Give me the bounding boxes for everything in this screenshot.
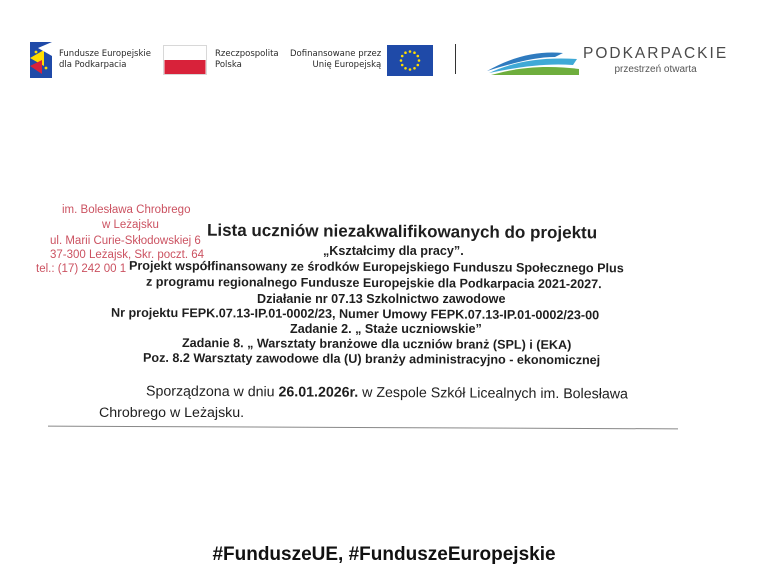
stamp-line-2: w Leżajsku bbox=[102, 219, 159, 231]
ue-logo-line2: Unię Europejską bbox=[312, 60, 382, 70]
stamp-line-4: 37-300 Leżajsk, Skr. poczt. 64 bbox=[50, 249, 205, 261]
stamp-line-5: tel.: (17) 242 00 1 bbox=[36, 263, 127, 275]
program-line: z programu regionalnego Fundusze Europejskie dla Podkarpacia 2021-2027. bbox=[145, 274, 602, 292]
prepared-suffix: w Zespole Szkół Licealnych im. Bolesława bbox=[362, 384, 628, 403]
fe-logo-line1: Fundusze Europejskie bbox=[59, 49, 151, 59]
rp-logo-line1: Rzeczpospolita bbox=[215, 49, 279, 59]
project-number-line: Nr projektu FEPK.07.13-IP.01-0002/23, Numer Umowy FEPK.07.13-IP.01-0002/23-00 bbox=[110, 305, 600, 323]
fe-logo-line2: dla Podkarpacia bbox=[59, 60, 127, 70]
prepared-date: 26.01.2026r. bbox=[278, 384, 359, 401]
prepared-line-2: Chrobrego w Leżajsku. bbox=[99, 405, 245, 421]
stamp-line-1: im. Bolesława Chrobrego bbox=[62, 204, 191, 216]
prepared-line bbox=[146, 384, 628, 403]
prepared-prefix: Sporządzona w dniu bbox=[145, 383, 275, 401]
podkarpackie-tagline: przestrzeń otwarta bbox=[614, 64, 697, 75]
cofinancing-line: Projekt współfinansowany ze środków Europejskiego Funduszu Społecznego Plus bbox=[128, 258, 624, 276]
rp-logo-line2: Polska bbox=[215, 60, 242, 70]
footer-hashtags: #FunduszeUE, #FunduszeEuropejskie bbox=[212, 544, 556, 565]
stamp-line-3: ul. Marii Curie-Skłodowskiej 6 bbox=[50, 235, 201, 247]
measure-line: Działanie nr 07.13 Szkolnictwo zawodowe bbox=[257, 292, 506, 306]
item-8-2-line: Poz. 8.2 Warsztaty zawodowe dla (U) branży administracyjno - ekonomicznej bbox=[142, 350, 601, 368]
document-title: Lista uczniów niezakwalifikowanych do projektu bbox=[206, 220, 598, 243]
ue-logo-line1: Dofinansowane przez bbox=[290, 49, 382, 59]
task-8-line: Zadanie 8. „ Warsztaty branżowe dla uczniów branż (SPL) i (EKA) bbox=[181, 335, 572, 353]
podkarpackie-name: PODKARPACKIE bbox=[583, 45, 729, 62]
document-rule bbox=[48, 426, 678, 430]
task-2-line: Zadanie 2. „ Staże uczniowskie” bbox=[290, 322, 482, 336]
project-name: „Kształcimy dla pracy”. bbox=[323, 244, 464, 258]
